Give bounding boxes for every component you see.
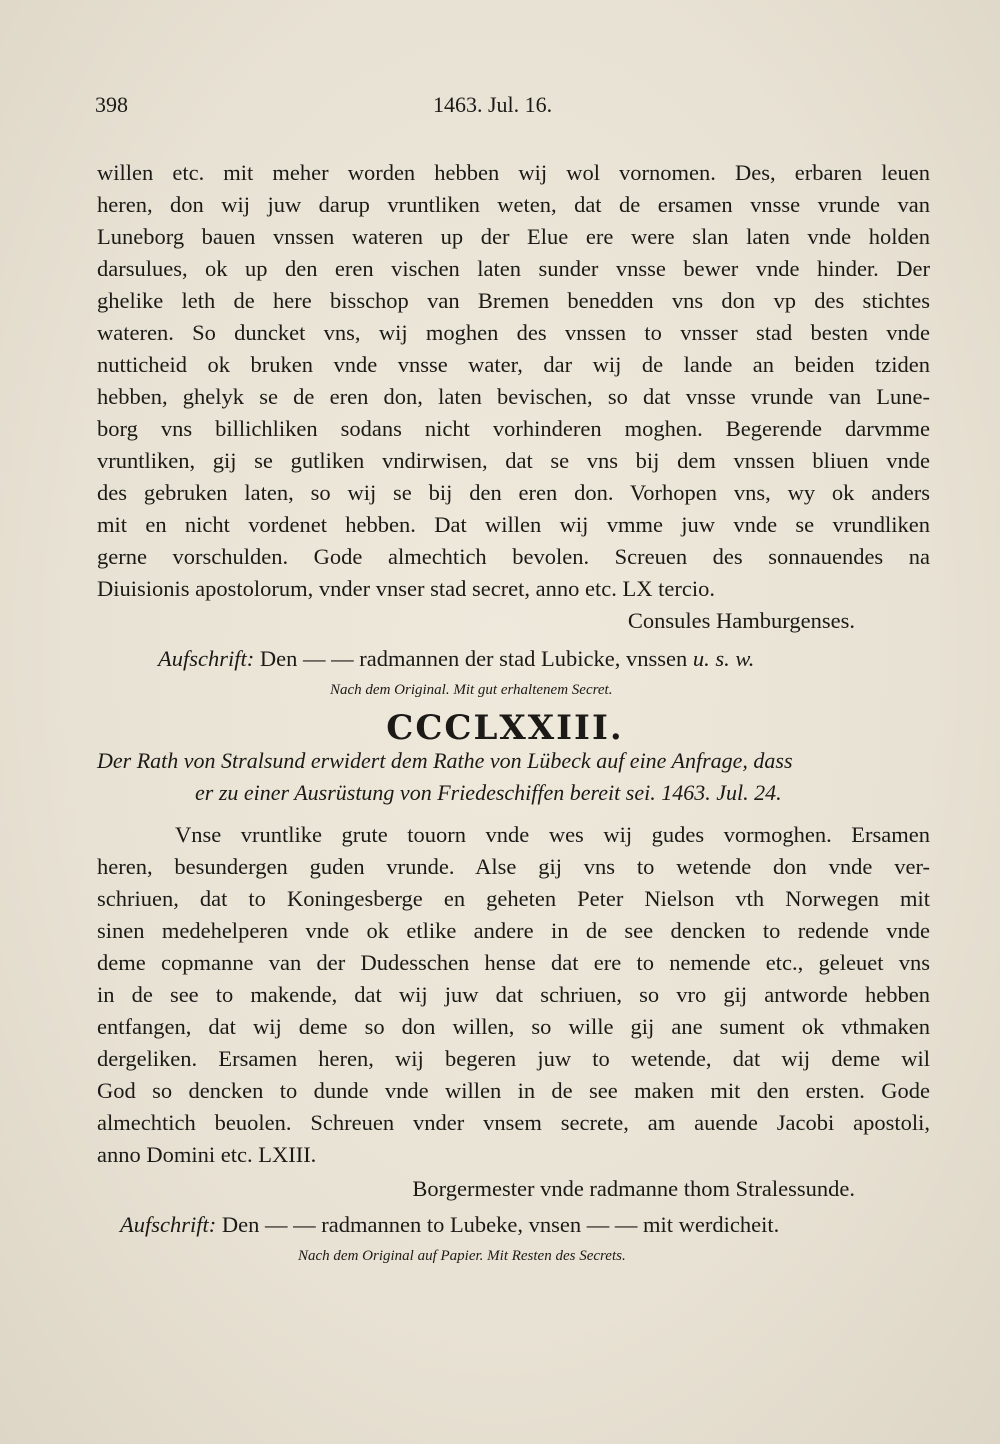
text-line: ghelike leth de here bisschop van Bremen benedden vns don vp des stichtes <box>97 288 930 313</box>
address-text: Den — — radmannen der stad Lubicke, vnssen <box>259 646 688 671</box>
source-note-1: Nach dem Original. Mit gut erhaltenem Secret. <box>330 682 613 698</box>
text-line: deme copmanne van der Dudesschen hense dat ere to nemende etc., geleuet vns <box>97 950 930 975</box>
text-line: heren, besundergen guden vrunde. Alse gij vns to wetende don vnde ver- <box>97 854 930 879</box>
signature-stralsund: Borgermester vnde radmanne thom Stralessunde. <box>412 1176 855 1201</box>
text-line: Luneborg bauen vnssen wateren up der Elue ere were slan laten vnde holden <box>97 224 930 249</box>
text-line: nutticheid ok bruken vnde vnsse water, dar wij de lande an beiden tziden <box>97 352 930 377</box>
page-number: 398 <box>95 92 128 117</box>
document-number: CCCLXXIII. <box>386 708 624 748</box>
text-line: entfangen, dat wij deme so don willen, so wille gij ane sument ok vthmaken <box>97 1014 930 1039</box>
text-line: darsulues, ok up den eren vischen laten sunder vnsse bewer vnde hinder. Der <box>97 256 930 281</box>
text-line: anno Domini etc. LXIII. <box>97 1142 317 1167</box>
text-line: Diuisionis apostolorum, vnder vnser stad secret, anno etc. LX tercio. <box>97 576 715 601</box>
address-line-1 <box>158 644 898 674</box>
address-label: Aufschrift: <box>120 1212 217 1237</box>
headnote-line-1: Der Rath von Stralsund erwidert dem Rathe von Lübeck auf eine Anfrage, dass <box>97 748 793 773</box>
text-line: sinen medehelperen vnde ok etlike andere in de see dencken to redende vnde <box>97 918 930 943</box>
address-text: Den — — radmannen to Lubeke, vnsen — — mit werdicheit. <box>221 1212 780 1237</box>
text-line: heren, don wij juw darup vruntliken weten, dat de ersamen vnsse vrunde van <box>97 192 930 217</box>
source-note-2: Nach dem Original auf Papier. Mit Resten des Secrets. <box>298 1248 626 1264</box>
text-line: schriuen, dat to Koningesberge en geheten Peter Nielson vth Norwegen mit <box>97 886 930 911</box>
address-abbrev: u. s. w. <box>692 646 755 671</box>
text-line: Vnse vruntlike grute touorn vnde wes wij gudes vormoghen. Ersamen <box>175 822 930 847</box>
headnote-line-2: er zu einer Ausrüstung von Friedeschiffen bereit sei. 1463. Jul. 24. <box>195 780 782 805</box>
text-line: God so dencken to dunde vnde willen in de see maken mit den ersten. Gode <box>97 1078 930 1103</box>
text-line: almechtich beuolen. Schreuen vnder vnsem secrete, am auende Jacobi apostoli, <box>97 1110 930 1135</box>
address-label: Aufschrift: <box>158 646 255 671</box>
text-line: dergeliken. Ersamen heren, wij begeren juw to wetende, dat wij deme wil <box>97 1046 930 1071</box>
text-line: hebben, ghelyk se de eren don, laten bevischen, so dat vnsse vrunde van Lune- <box>97 384 930 409</box>
text-line: in de see to makende, dat wij juw dat schriuen, so vro gij antworde hebben <box>97 982 930 1007</box>
text-line: gerne vorschulden. Gode almechtich bevolen. Screuen des sonnauendes na <box>97 544 930 569</box>
text-line: mit en nicht vordenet hebben. Dat willen wij vmme juw vnde se vrundliken <box>97 512 930 537</box>
text-line: wateren. So duncket vns, wij moghen des vnssen to vnsser stad besten vnde <box>97 320 930 345</box>
text-line: des gebruken laten, so wij se bij den eren don. Vorhopen vns, wy ok anders <box>97 480 930 505</box>
signature-hamburg: Consules Hamburgenses. <box>627 608 855 633</box>
address-line-2 <box>120 1210 910 1240</box>
text-line: vruntliken, gij se gutliken vndirwisen, dat se vns bij dem vnssen bliuen vnde <box>97 448 930 473</box>
text-line: borg vns billichliken sodans nicht vorhinderen moghen. Begerende darvmme <box>97 416 930 441</box>
running-head: 1463. Jul. 16. <box>433 92 553 117</box>
text-line: willen etc. mit meher worden hebben wij wol vornomen. Des, erbaren leuen <box>97 160 930 185</box>
